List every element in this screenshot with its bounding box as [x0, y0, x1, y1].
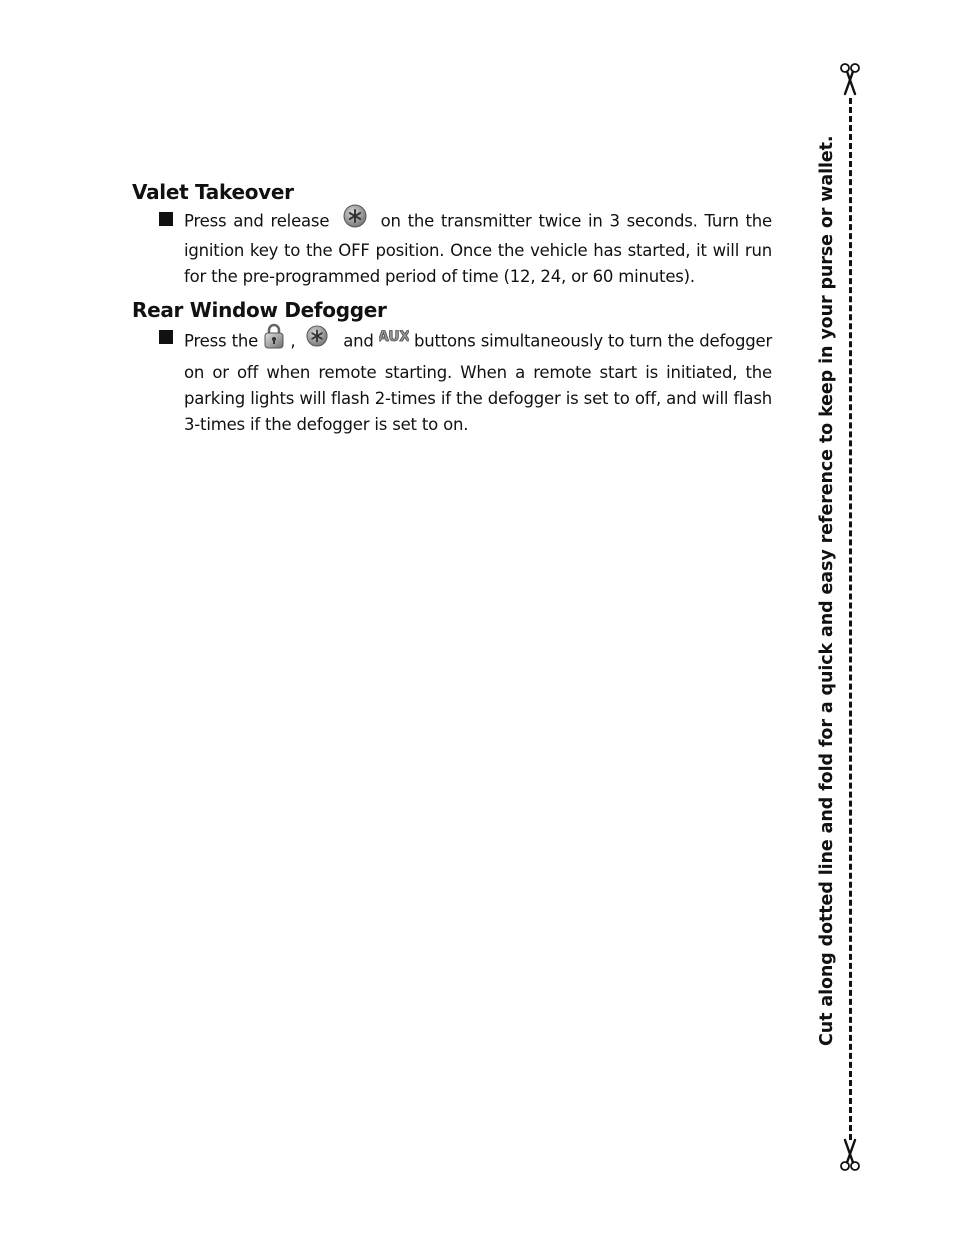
star-button-icon: [343, 204, 367, 236]
scissors-icon: [838, 62, 862, 96]
cut-dotted-line: [849, 98, 852, 1140]
rear-window-defogger-heading: Rear Window Defogger: [132, 298, 387, 322]
cut-instruction-text: Cut along dotted line and fold for a quick and easy reference to keep in your purse or wallet.: [817, 135, 837, 1046]
cut-instruction-container: [812, 135, 842, 1046]
rear-window-defogger-text: Press the , and AUX buttons simultaneously to turn the defogger on or off when remote starting. When a remote start is initiated, the parking lights will flash 2-times if the defogger is set to off, and will flash 3-times if the defogger is set to on.: [184, 324, 772, 438]
aux-button-icon: [379, 327, 409, 353]
star-button-icon: [306, 325, 328, 355]
aux-label: AUX: [378, 329, 409, 345]
scissors-icon: [838, 1138, 862, 1172]
valet-takeover-text: Press and release on the transmitter twice in 3 seconds. Turn the ignition key to the OFF position. Once the vehicle has started, it will run for the pre-programmed period of time (12, 24, or 60 minutes).: [184, 206, 772, 290]
valet-takeover-section: [132, 178, 772, 290]
valet-takeover-bullet: [132, 206, 772, 290]
valet-takeover-heading: Valet Takeover: [132, 180, 294, 204]
bullet-square-icon: [159, 212, 173, 226]
lock-button-icon: [263, 322, 285, 358]
rear-window-defogger-section: [132, 296, 772, 438]
bullet-square-icon: [159, 330, 173, 344]
rear-window-defogger-bullet: [132, 324, 772, 438]
